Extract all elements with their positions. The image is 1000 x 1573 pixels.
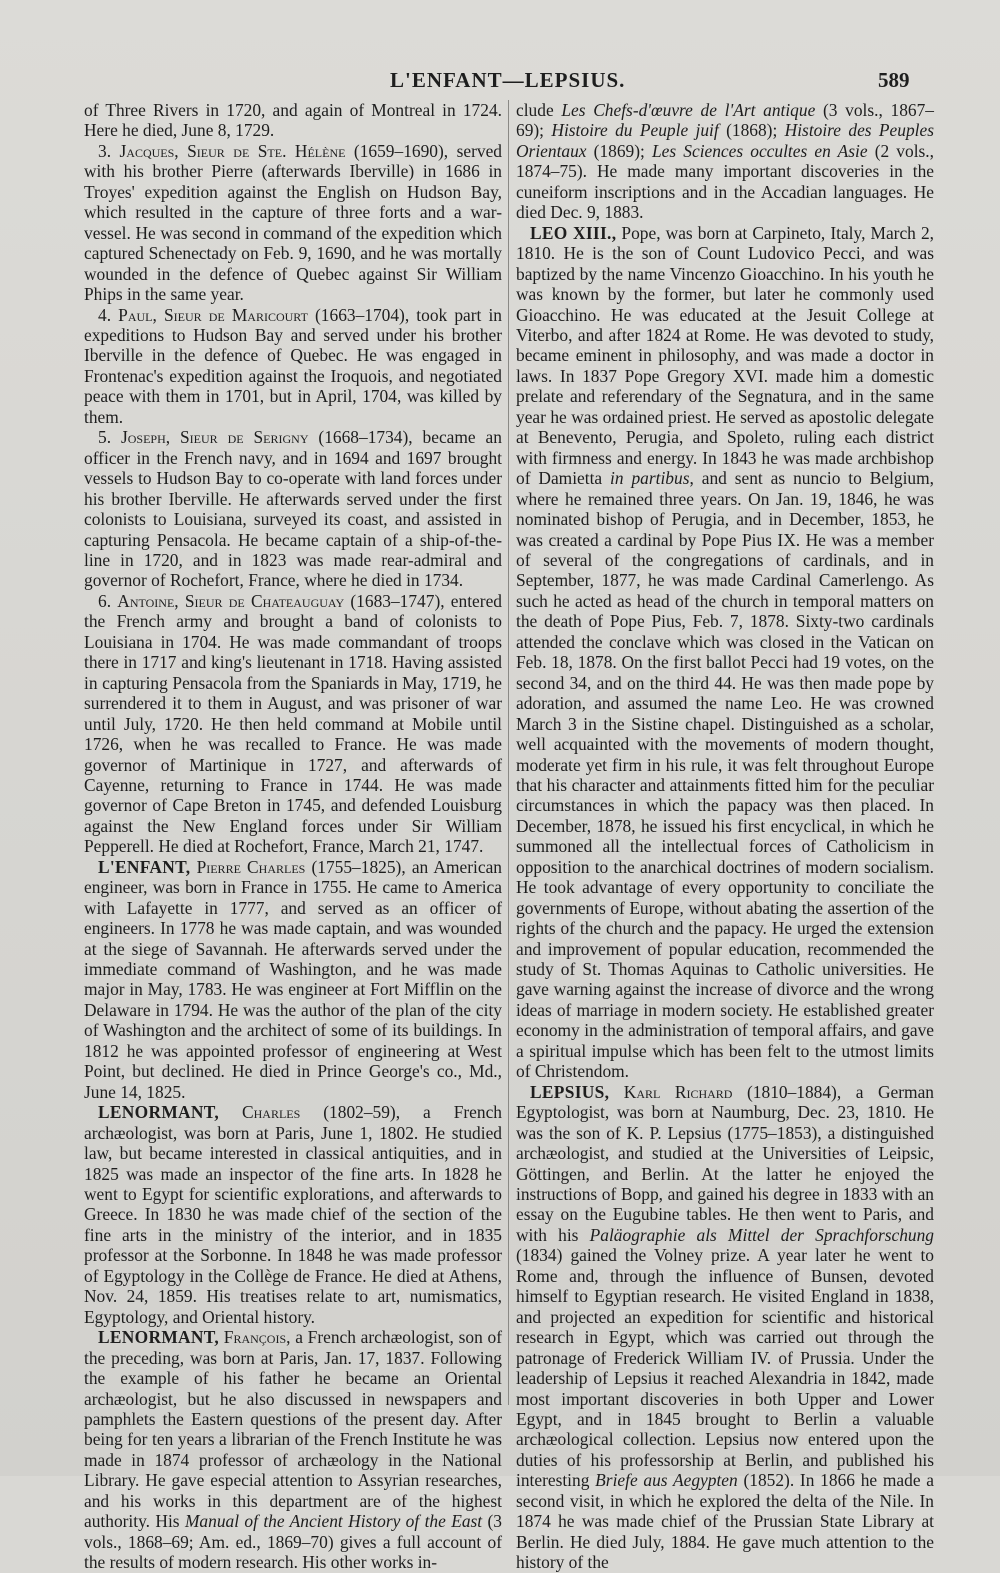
entry-jacques-ste-helene: 3. Jacques, Sieur de Ste. Hélène (1659–1690), served with his brother Pierre (afterwards Iberville) in 1686 in Troyes' expedition against the English on Hudson Bay, which resulted in the capture of three forts and a war-vessel. He was second in command of the expedition which captured Schenectady on Feb. 9, 1690, and he was mortally wounded in the defence of Quebec against Sir William Phips in the same year. xyxy=(84,140,502,305)
right-column xyxy=(516,100,935,1573)
book-title: Paläographie als Mittel der Sprachforschung xyxy=(589,1224,934,1245)
page-header xyxy=(0,62,1000,96)
entry-name: Jacques, Sieur de Ste. Hélène xyxy=(119,140,346,161)
entry-lenfant: L'ENFANT, Pierre Charles (1755–1825), an American engineer, was born in France in 1755. He came to America with Lafayette in 1777, and served as an officer of engineers. In 1778 he was made captain, and was wounded at the siege of Savannah. He afterwards served under the immediate command of Washington, and he was made major in May, 1783. He was engineer at Fort Mifflin on the Delaware in 1794. He was the author of the plan of the city of Washington and the architect of some of its buildings. In 1812 he was appointed professor of engineering at West Point, but declined. He died in Prince George's co., Md., June 14, 1825. xyxy=(84,856,502,1102)
book-title: Briefe aus Aegypten xyxy=(595,1470,738,1491)
entry-headword: LENORMANT, xyxy=(98,1327,220,1348)
running-head: L'ENFANT—LEPSIUS. xyxy=(390,68,626,92)
page-number: 589 xyxy=(878,68,910,92)
entry-continuation: of Three Rivers in 1720, and again of Montreal in 1724. Here he died, June 8, 1729. xyxy=(84,100,502,141)
column-rule xyxy=(508,100,509,1405)
book-title: Les Sciences occultes en Asie xyxy=(651,140,868,161)
entry-headword: L'ENFANT, xyxy=(98,856,191,877)
entry-name: Antoine, Sieur de Chateauguay xyxy=(117,590,345,611)
entry-name: Pierre Charles xyxy=(196,856,306,877)
entry-lenormant-francois: LENORMANT, François, a French archæologist, son of the preceding, was born at Paris, Jan. 17, 1837. Following the example of his father he became an Oriental archæologist, but he also discussed in newspapers and pamphlets the Eastern questions of the present day. After being for ten years a librarian of the French Institute he was made in 1874 professor of archæology in the National Library. He gave especial attention to Assyrian researches, and his works in this department are of the highest authority. His Manual of the Ancient History of the East (3 vols., 1868–69; Am. ed., 1869–70) gives a full account of the results of modern research. His other works in- xyxy=(84,1327,503,1573)
entry-paul-maricourt: 4. Paul, Sieur de Maricourt (1663–1704), took part in expeditions to Hudson Bay and served under his brother Iberville in the defence of Quebec. He was engaged in Frontenac's expedition against the Iroquois, and negotiated peace with them in 1701, but in April, 1704, was killed by them. xyxy=(84,304,502,427)
entry-name: Joseph, Sieur de Serigny xyxy=(120,427,309,448)
entry-lenormant-charles: LENORMANT, Charles (1802–59), a French archæologist, was born at Paris, June 1, 1802. He studied law, but became interested in classical antiquities, and in 1825 was made an inspector of the fine arts. In 1828 he went to Egypt for scientific explorations, and afterwards to Greece. In 1830 he was made chief of the section of the fine arts in the ministry of the interior, and in 1835 professor at the Sorbonne. In 1848 he was made professor of Egyptology in the Collège de France. He died at Athens, Nov. 24, 1859. His treatises relate to art, numismatics, Egyptology, and Oriental history. xyxy=(84,1102,502,1327)
latin-phrase: in partibus xyxy=(610,468,690,489)
left-column xyxy=(84,100,503,1573)
entry-lepsius: LEPSIUS, Karl Richard (1810–1884), a German Egyptologist, was born at Naumburg, Dec. 23, 1810. He was the son of K. P. Lepsius (1775–1853), a distinguished archæologist, and studied at the Universities of Leipsic, Göttingen, and Berlin. At the latter he enjoyed the instructions of Bopp, and gained his degree in 1833 with an essay on the Eugubine tables. He then went to Paris, and with his Paläographie als Mittel der Sprachforschung (1834) gained the Volney prize. A year later he went to Rome and, through the influence of Bunsen, devoted himself to Egyptian research. He visited England in 1838, and projected an expedition for scientific and historical research in Egypt, which was carried out through the patronage of Frederick William IV. of Prussia. Under the leadership of Lepsius it reached Alexandria in 1842, made most important discoveries in both Upper and Lower Egypt, and in 1845 brought to Berlin a valuable archæological collection. Lepsius now entered upon the duties of his professorship at Berlin, and published his interesting Briefe aus Aegypten (1852). In 1866 he made a second visit, in which he explored the delta of the Nile. In 1874 he was made chief of the Prussian State Library at Berlin. He died July, 1884. He gave much attention to the history of the xyxy=(516,1081,935,1573)
entry-joseph-serigny: 5. Joseph, Sieur de Serigny (1668–1734), became an officer in the French navy, and in 1694 and 1697 brought vessels to Hudson Bay to co-operate with land forces under his brother Iberville. He afterwards served under the first colonists to Louisiana, surveyed its coast, and assisted in capturing Pensacola. He became captain of a ship-of-the-line in 1720, and in 1823 was made rear-admiral and governor of Rochefort, France, where he died in 1734. xyxy=(84,427,502,591)
entry-name: Karl Richard xyxy=(623,1081,733,1102)
book-title: Histoire du Peuple juif xyxy=(551,120,719,141)
book-title: Les Chefs-d'œuvre de l'Art antique xyxy=(561,100,816,120)
entry-continuation: clude Les Chefs-d'œuvre de l'Art antique (3 vols., 1867–69); Histoire du Peuple juif (1868); Histoire des Peuples Orientaux (1869); Les Sciences occultes en Asie (2 vols., 1874–75). He made many important discoveries in the cuneiform inscriptions and in the Accadian languages. He died Dec. 9, 1883. xyxy=(516,100,935,223)
entry-name: François xyxy=(223,1327,287,1348)
entry-name: Charles xyxy=(242,1102,301,1123)
entry-name: Paul, Sieur de Maricourt xyxy=(118,304,308,325)
book-title: Manual of the Ancient History of the East xyxy=(184,1511,483,1532)
entry-antoine-chateauguay: 6. Antoine, Sieur de Chateauguay (1683–1747), entered the French army and brought a band of colonists to Louisiana in 1704. He was made commandant of troops there in 1717 and king's lieutenant in 1718. Having assisted in capturing Pensacola from the Spaniards in May, 1719, he surrendered it to them in August, and was prisoner of war until July, 1720. He then held command at Mobile until 1726, when he was recalled to France. He was made governor of Martinique in 1727, and afterwards of Cayenne, returning to France in 1744. He was made governor of Cape Breton in 1745, and defended Louisburg against the New England forces under Sir William Pepperell. He died at Rochefort, France, March 21, 1747. xyxy=(84,590,502,857)
entry-headword: LEPSIUS, xyxy=(530,1081,610,1102)
entry-headword: LENORMANT, xyxy=(98,1102,220,1123)
entry-leo-xiii: LEO XIII., Pope, was born at Carpineto, Italy, March 2, 1810. He is the son of Count Ludovico Pecci, and was baptized by the name Vincenzo Gioacchino. In his youth he was known by the former, but later he commonly used Gioacchino. He was educated at the Jesuit College at Viterbo, and after 1824 at Rome. He was devoted to study, became eminent in philosophy, and was made a doctor in laws. In 1837 Pope Gregory XVI. made him a domestic prelate and referendary of the Segnatura, and in the same year he was ordained priest. He served as apostolic delegate at Benevento, Perugia, and Spoleto, ruling each district with firmness and energy. In 1843 he was made archbishop of Damietta in partibus, and sent as nuncio to Belgium, where he remained three years. On Jan. 19, 1846, he was nominated bishop of Perugia, and in December, 1853, he was created a cardinal by Pope Pius IX. He was a member of several of the congregations of cardinals, and in September, 1877, he was made Cardinal Camerlengo. As such he acted as head of the church in temporal matters on the death of Pope Pius, Feb. 7, 1878. Sixty-two cardinals attended the conclave which was closed in the Vatican on Feb. 18, 1878. On the first ballot Pecci had 19 votes, on the second 34, and on the third 44. He was then made pope by adoration, and assumed the name Leo. He was crowned March 3 in the Sistine chapel. Distinguished as a scholar, well acquainted with the movements of modern thought, moderate yet firm in his rule, it was felt throughout Europe that his character and attainments fitted him for the peculiar circumstances in which the papacy was then placed. In December, 1878, he issued his first encyclical, in which he summoned all the intellectual forces of Catholicism in opposition to the anarchical doctrines of modern socialism. He took advantage of every opportunity to conciliate the governments of Europe, without abating the assertion of the rights of the church and the papacy. He urged the extension and improvement of popular education, recommended the study of St. Thomas Aquinas to Catholic universities. He gave warning against the increase of divorce and the wrong ideas of marriage in modern society. He established greater economy in the administration of temporal affairs, and gave a spiritual impulse which has been felt to the utmost limits of Christendom. xyxy=(516,222,934,1082)
entry-headword: LEO XIII., xyxy=(530,222,617,243)
book-title: Histoire des Peuples Orientaux xyxy=(516,120,934,161)
